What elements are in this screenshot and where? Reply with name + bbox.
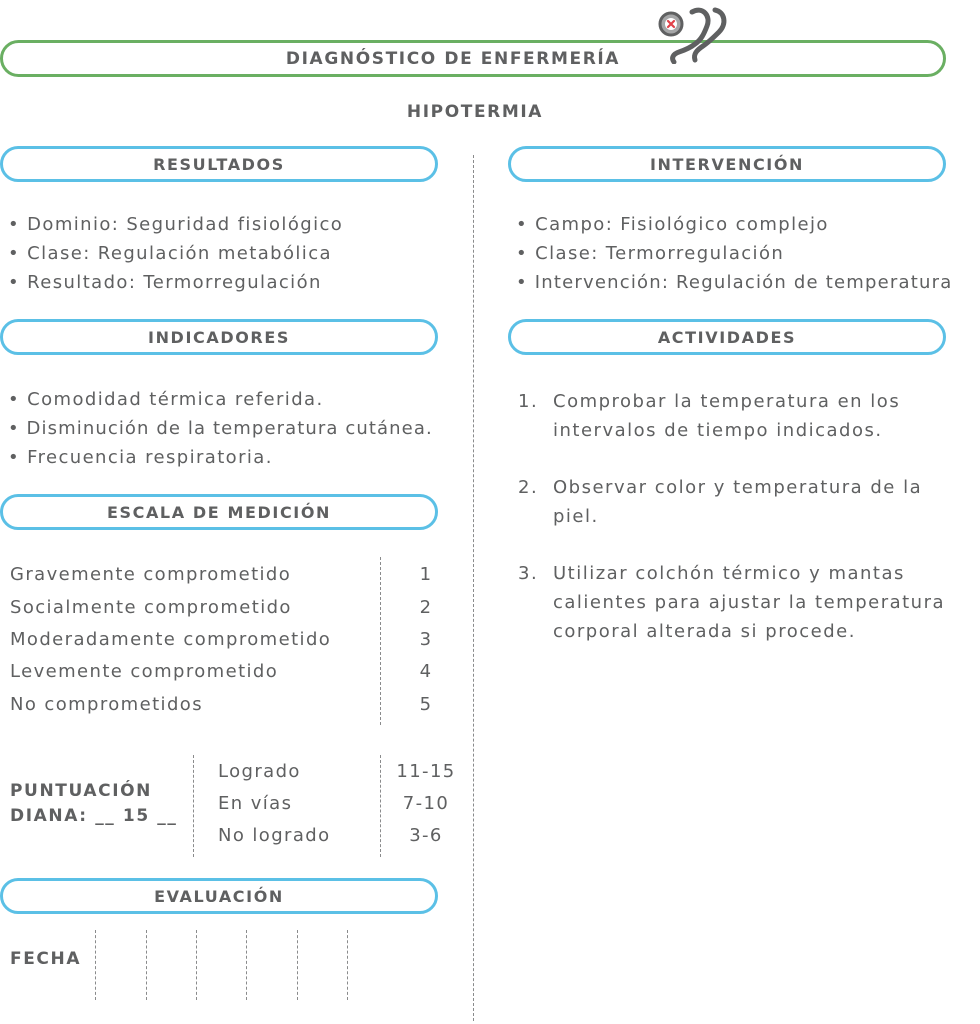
intervencion-item: • Clase: Termorregulación <box>516 243 784 264</box>
evaluacion-title: EVALUACIÓN <box>154 886 284 906</box>
header-title: DIAGNÓSTICO DE ENFERMERÍA <box>285 48 621 69</box>
stethoscope-icon <box>657 4 731 64</box>
escala-label: Moderadamente comprometido <box>10 629 332 650</box>
escala-label: No comprometidos <box>10 694 203 715</box>
resultados-item: • Resultado: Termorregulación <box>8 272 322 293</box>
intervencion-item: • Campo: Fisiológico complejo <box>516 214 829 235</box>
escala-value: 4 <box>419 661 433 682</box>
escala-value: 3 <box>419 629 433 650</box>
resultados-header <box>0 146 438 182</box>
actividad-text: Utilizar colchón térmico y mantas calientes para ajustar la temperatura corporal alterada si procede. <box>553 563 946 642</box>
fecha-label: FECHA <box>10 949 82 969</box>
puntuacion-row-label: Logrado <box>218 761 301 782</box>
puntuacion-range: 3-6 <box>409 825 443 846</box>
intervencion-title: INTERVENCIÓN <box>649 154 805 174</box>
fecha-divider <box>146 930 147 1000</box>
indicadores-item: • Frecuencia respiratoria. <box>8 447 273 468</box>
puntuacion-divider-left <box>193 755 194 857</box>
escala-header <box>0 494 438 530</box>
puntuacion-label: PUNTUACIÓN <box>10 781 153 801</box>
diagnosis-title: HIPOTERMIA <box>406 102 544 122</box>
escala-title: ESCALA DE MEDICIÓN <box>106 502 332 522</box>
center-divider <box>473 155 474 1021</box>
diana-label: DIANA: __ 15 __ <box>10 806 178 826</box>
escala-label: Socialmente comprometido <box>10 597 292 618</box>
escala-value: 5 <box>419 694 433 715</box>
puntuacion-range: 11-15 <box>396 761 456 782</box>
actividad-number: 2. <box>518 477 539 498</box>
resultados-item: • Clase: Regulación metabólica <box>8 243 332 264</box>
intervencion-item: • Intervención: Regulación de temperatura <box>516 272 952 293</box>
fecha-divider <box>347 930 348 1000</box>
actividad-item <box>518 387 978 447</box>
puntuacion-row-label: En vías <box>218 793 293 814</box>
escala-value: 2 <box>419 597 433 618</box>
actividad-item <box>518 559 978 679</box>
fecha-divider <box>297 930 298 1000</box>
intervencion-header <box>508 146 946 182</box>
actividad-number: 3. <box>518 563 539 584</box>
escala-label: Levemente comprometido <box>10 661 279 682</box>
escala-value: 1 <box>419 564 433 585</box>
indicadores-header <box>0 319 438 355</box>
header-banner <box>0 40 946 77</box>
resultados-item: • Dominio: Seguridad fisiológico <box>8 214 343 235</box>
fecha-divider <box>196 930 197 1000</box>
actividades-header <box>508 319 946 355</box>
indicadores-title: INDICADORES <box>148 327 290 347</box>
indicadores-item: • Comodidad térmica referida. <box>8 389 324 410</box>
escala-divider <box>380 557 381 725</box>
actividad-text: Observar color y temperatura de la piel. <box>553 477 923 527</box>
fecha-divider <box>246 930 247 1000</box>
fecha-divider <box>95 930 96 1000</box>
actividad-text: Comprobar la temperatura en los intervalos de tiempo indicados. <box>553 391 901 441</box>
actividad-number: 1. <box>518 391 539 412</box>
resultados-title: RESULTADOS <box>153 154 285 174</box>
puntuacion-divider-right <box>380 755 381 857</box>
indicadores-item: • Disminución de la temperatura cutánea. <box>8 418 433 439</box>
escala-label: Gravemente comprometido <box>10 564 292 585</box>
puntuacion-range: 7-10 <box>402 793 450 814</box>
evaluacion-header <box>0 878 438 914</box>
actividades-title: ACTIVIDADES <box>657 327 797 347</box>
actividad-item <box>518 473 978 533</box>
puntuacion-row-label: No logrado <box>218 825 331 846</box>
